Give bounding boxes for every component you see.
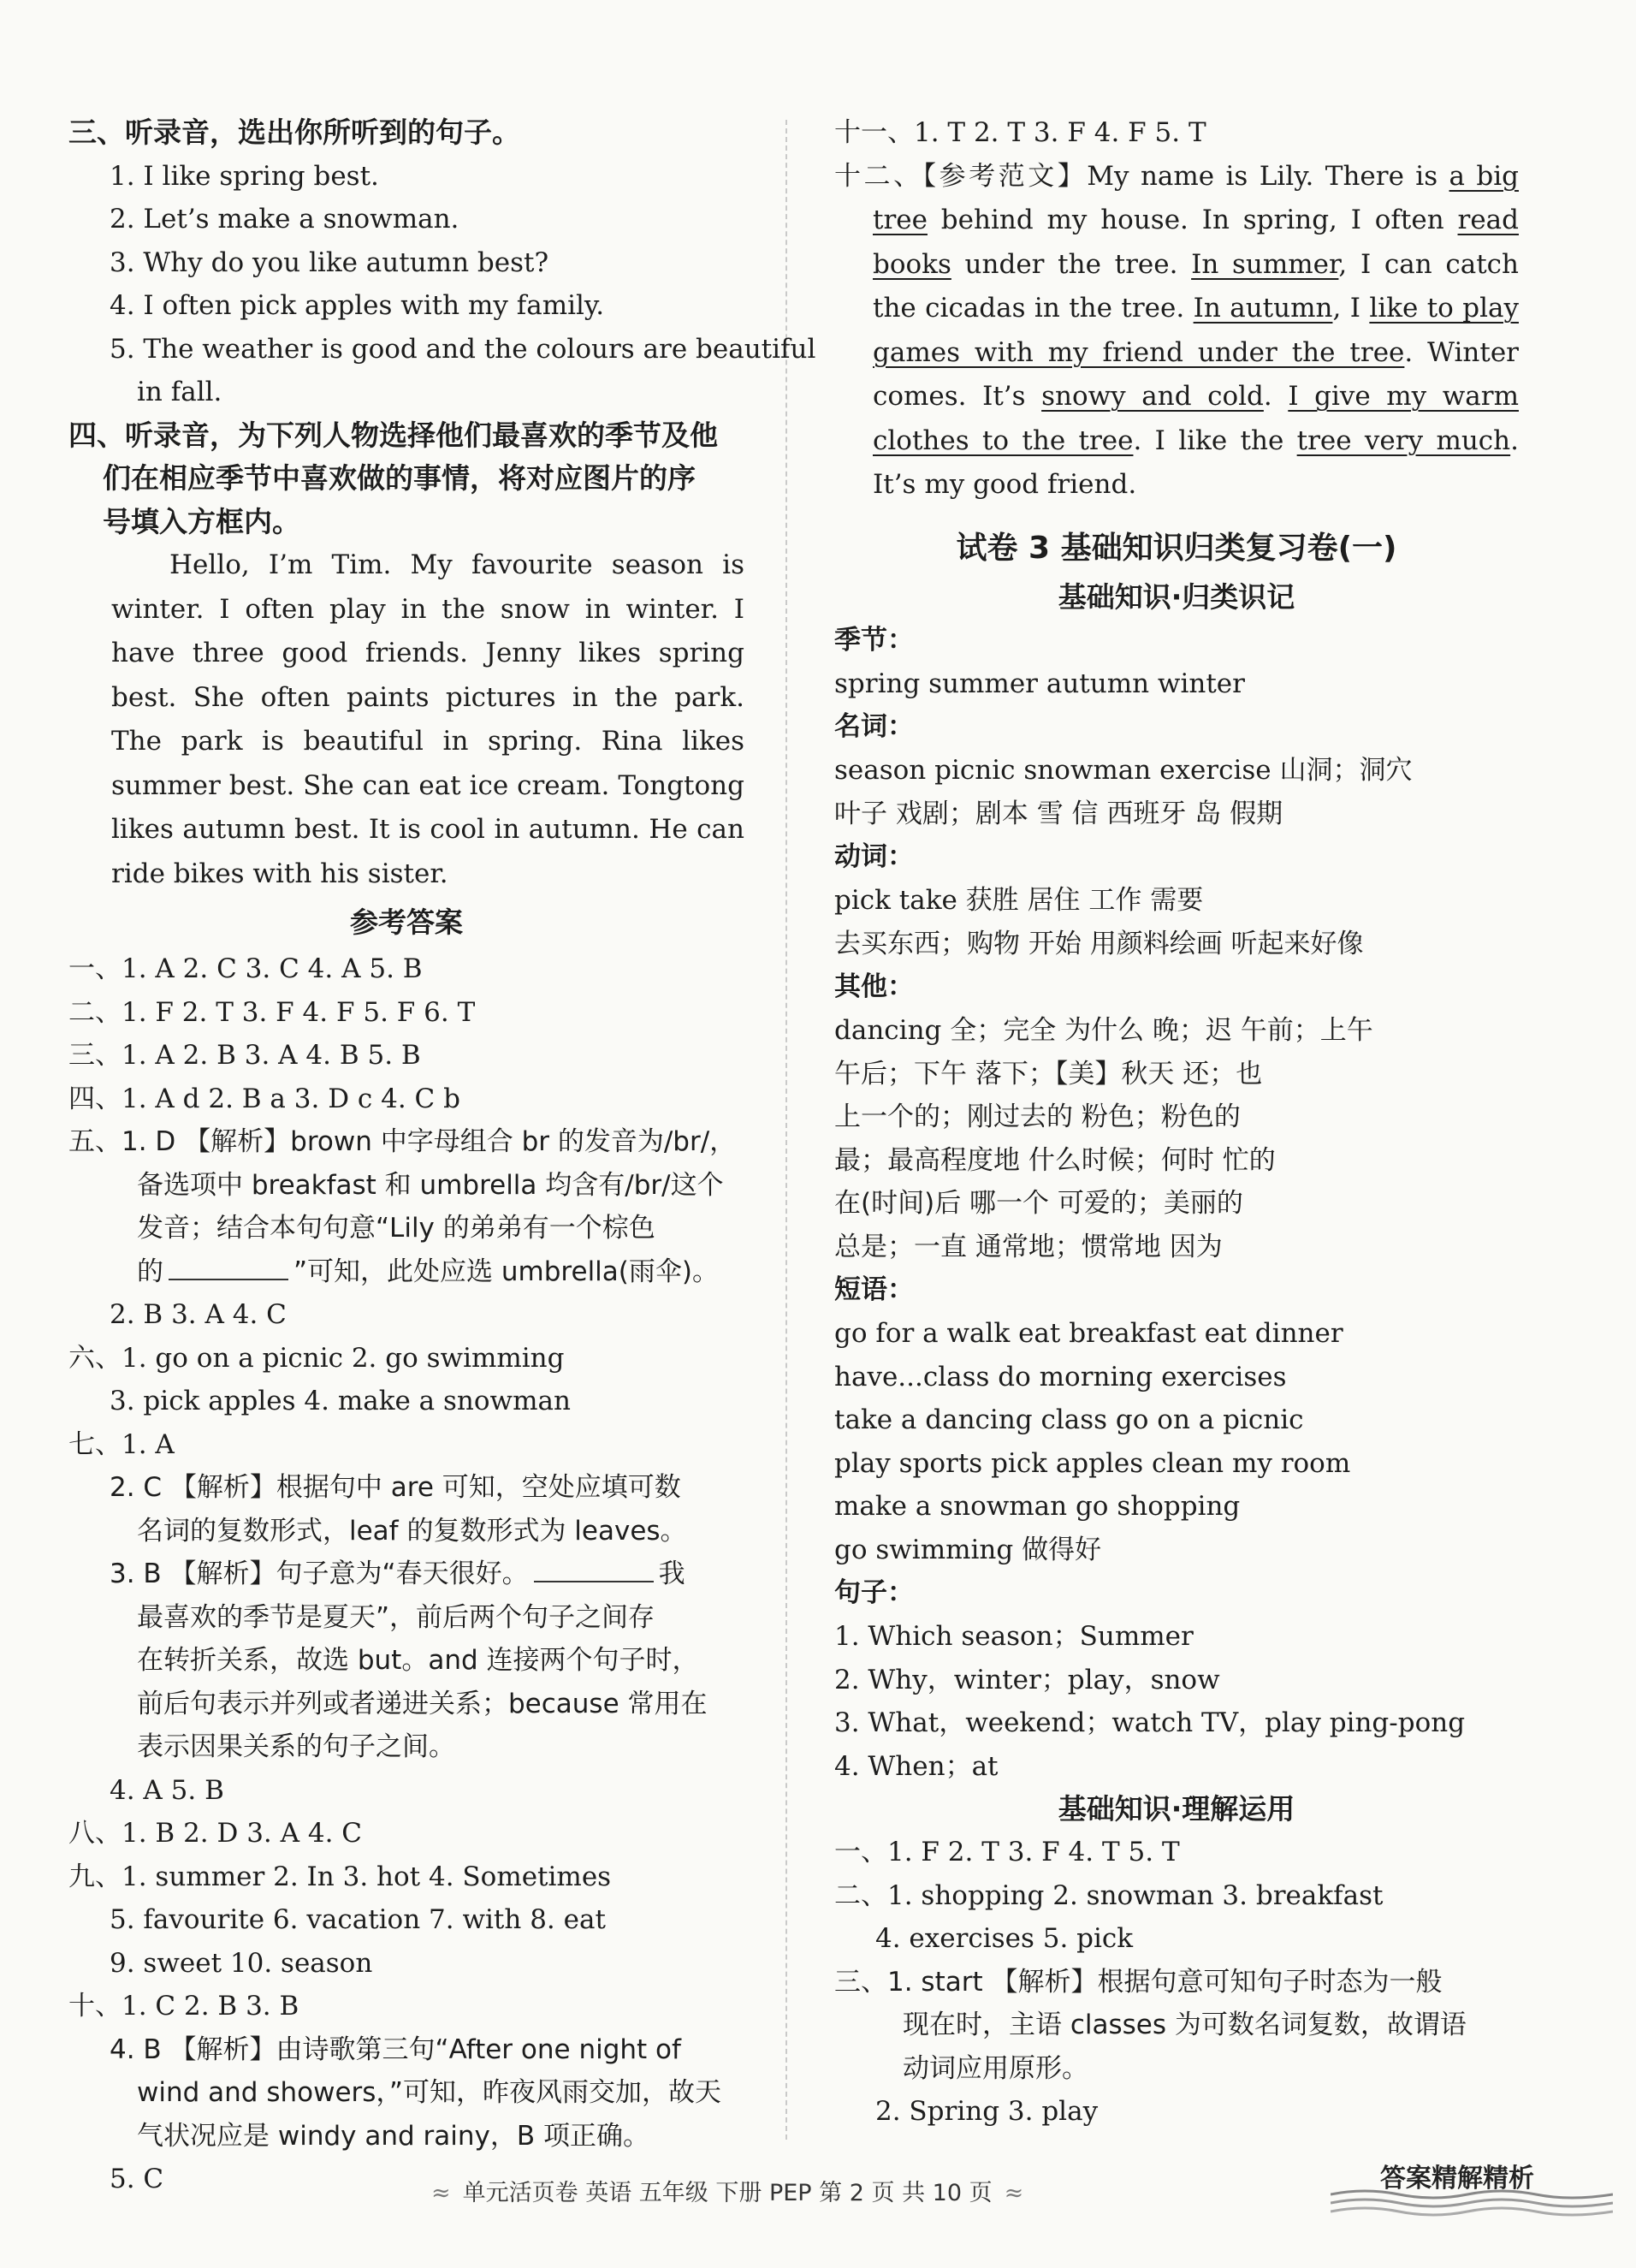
essay-underlined: In autumn <box>1193 293 1333 324</box>
essay-underlined: like to play games with my friend under the tree <box>873 293 1519 368</box>
verbs-label: 动词： <box>834 841 914 872</box>
phrases-l6: go swimming 做得好 <box>834 1534 1102 1565</box>
answer-7-3-l1b: 我 <box>658 1559 685 1589</box>
answer-5-l1: 五、1. D 【解析】brown 中字母组合 br 的发音为/br/， <box>68 1126 737 1157</box>
sec3-item-5: 5. The weather is good and the colours are beautiful <box>110 333 816 365</box>
essay-underlined: a big tree <box>873 160 1520 235</box>
seasons-list: spring summer autumn winter <box>834 668 1245 699</box>
verbs-l1: pick take 获胜 居住 工作 需要 <box>834 885 1204 916</box>
test-3-title: 试卷 3 基础知识归类复习卷(一) <box>956 530 1397 566</box>
answer-6-l2: 3. pick apples 4. make a snowman <box>110 1386 571 1416</box>
answer-7-rest: 4. A 5. B <box>110 1774 224 1806</box>
answer-7-l1: 七、1. A <box>68 1428 175 1460</box>
essay-text: . It’s my good friend. <box>873 425 1519 500</box>
sec3-item-2: 2. Let’s make a snowman. <box>110 204 459 235</box>
answer-6-l1: 六、1. go on a picnic 2. go swimming <box>68 1342 565 1374</box>
footer-info: 单元活页卷 英语 五年级 下册 PEP 第 2 页 共 10 页 <box>462 2180 993 2206</box>
answer-5-l3: 发音；结合本句句意“Lily 的弟弟有一个棕色 <box>137 1213 655 1244</box>
wave-left-icon: ≈ <box>431 2180 451 2206</box>
answer-10-rest: 5. C <box>110 2164 164 2194</box>
phrases-l4: play sports pick apples clean my room <box>834 1447 1351 1479</box>
answer-5-l2: 备选项中 breakfast 和 umbrella 均含有/br/这个 <box>137 1169 724 1201</box>
sentence-2: 2. Why，winter；play，snow <box>834 1664 1220 1695</box>
answer-4: 四、1. A d 2. B a 3. D c 4. C b <box>68 1083 460 1114</box>
others-l2: 午后；下午 落下；【美】秋天 还；也 <box>834 1058 1263 1089</box>
sec3-item-3: 3. Why do you like autumn best? <box>110 246 549 278</box>
answer-7-3-l5: 表示因果关系的句子之间。 <box>137 1731 455 1762</box>
answer-7-3-l3: 在转折关系，故选 but。and 连接两个句子时， <box>137 1645 699 1676</box>
answer-3: 三、1. A 2. B 3. A 4. B 5. B <box>68 1040 421 1071</box>
nouns-l1: season picnic snowman exercise 山洞；洞穴 <box>834 755 1413 786</box>
essay-text: , I <box>1332 293 1370 324</box>
b-answer-2-l2: 4. exercises 5. pick <box>875 1923 1134 1954</box>
answer-10-l1: 十、1. C 2. B 3. B <box>68 1991 299 2022</box>
answers-title: 参考答案 <box>350 905 463 939</box>
essay-text: My name is Lily. There is <box>1087 160 1449 192</box>
others-label: 其他： <box>834 971 914 1002</box>
nouns-label: 名词： <box>834 711 914 742</box>
brand-logo <box>1331 2157 1613 2225</box>
phrases-l3: take a dancing class go on a picnic <box>834 1404 1304 1435</box>
verbs-l2: 去买东西；购物 开始 用颜料绘画 听起来好像 <box>834 928 1364 959</box>
essay-underlined: I give my warm clothes to the tree <box>873 381 1519 456</box>
section-4-title-l1: 四、听录音，为下列人物选择他们最喜欢的季节及他 <box>68 418 718 452</box>
sentence-4: 4. When；at <box>834 1750 999 1782</box>
column-divider <box>785 120 787 2140</box>
answer-5-l4 <box>68 1250 744 1294</box>
b-answer-3-l3: 动词应用原形。 <box>903 2052 1088 2084</box>
essay-text: behind my house. In spring, I often <box>927 205 1458 235</box>
wave-right-icon: ≈ <box>1004 2180 1024 2206</box>
sec3-item-1: 1. I like spring best. <box>110 160 379 192</box>
others-l5: 在(时间)后 哪一个 可爱的；美丽的 <box>834 1188 1243 1219</box>
model-essay-label: 十二、【参考范文】 <box>834 160 1088 192</box>
sec4-passage: Hello, I’m Tim. My favourite season is winter. I often play in the snow in winter. I have three good friends. Jenny likes spring best. She often paints pictures in the park. The park is beautiful in spring. Rina likes summer best. She can eat ice cream. Tongtong likes autumn best. It is cool in autumn. He can ride bikes with his sister. <box>111 549 744 889</box>
answer-5-rest: 2. B 3. A 4. C <box>110 1299 287 1330</box>
answer-10-4-l1: 4. B 【解析】由诗歌第三句“After one night of <box>110 2033 681 2065</box>
essay-underlined: read books <box>873 205 1519 280</box>
answer-7-2-l1: 2. C 【解析】根据句中 are 可知，空处应填可数 <box>110 1472 681 1503</box>
answer-5-l4a: 的 <box>137 1256 163 1287</box>
right-column <box>834 111 1519 2134</box>
b-answer-1: 一、1. F 2. T 3. F 4. T 5. T <box>834 1837 1180 1867</box>
section-4-title-l3: 号填入方框内。 <box>103 504 300 538</box>
essay-text: . I like the <box>1133 425 1297 456</box>
b-answer-3-rest: 2. Spring 3. play <box>875 2096 1099 2127</box>
fill-blank-2 <box>534 1562 654 1582</box>
sub-title-2: 基础知识·理解运用 <box>1058 1792 1295 1826</box>
b-answer-2-l1: 二、1. shopping 2. snowman 3. breakfast <box>834 1879 1384 1911</box>
answer-9-l1: 九、1. summer 2. In 3. hot 4. Sometimes <box>68 1861 612 1892</box>
b-answer-3-l1: 三、1. start 【解析】根据句意可知句子时态为一般 <box>834 1966 1443 1998</box>
essay-text: . Winter comes. It’s <box>873 336 1519 412</box>
essay-underlined: snowy and cold <box>1041 381 1264 412</box>
sec3-item-4: 4. I often pick apples with my family. <box>110 290 605 321</box>
essay-underlined: tree very much <box>1296 425 1511 456</box>
sentence-3: 3. What，weekend；watch TV，play ping-pong <box>834 1707 1466 1738</box>
others-l3: 上一个的；刚过去的 粉色；粉色的 <box>834 1101 1241 1132</box>
nouns-l2: 叶子 戏剧；剧本 雪 信 西班牙 岛 假期 <box>834 798 1283 829</box>
seasons-label: 季节： <box>834 624 914 656</box>
fill-blank <box>169 1260 288 1280</box>
essay-underlined: In summer <box>1191 248 1339 280</box>
others-l4: 最；最高程度地 什么时候；何时 忙的 <box>834 1144 1276 1176</box>
sentences-label: 句子： <box>834 1577 914 1608</box>
phrases-l5: make a snowman go shopping <box>834 1491 1241 1522</box>
section-4-title-l2: 们在相应季节中喜欢做的事情，将对应图片的序 <box>103 461 696 495</box>
b-answer-3-l2: 现在时，主语 classes 为可数名词复数，故谓语 <box>903 2010 1467 2040</box>
answer-9-l3: 9. sweet 10. season <box>110 1947 373 1979</box>
answer-10-4-l3: 气状况应是 windy and rainy，B 项正确。 <box>137 2120 649 2152</box>
sentence-1: 1. Which season；Summer <box>834 1621 1194 1652</box>
essay-text: . <box>1263 381 1289 412</box>
answer-1: 一、1. A 2. C 3. C 4. A 5. B <box>68 953 423 984</box>
footer-text-row <box>419 2174 1035 2207</box>
model-essay <box>834 155 1519 508</box>
answer-8: 八、1. B 2. D 3. A 4. C <box>68 1818 363 1849</box>
answer-7-3-l1a: 3. B 【解析】句子意为“春天很好。 <box>110 1559 529 1589</box>
answer-7-3-l4: 前后句表示并列或者递进关系；because 常用在 <box>137 1688 708 1719</box>
essay-text: under the tree. <box>951 248 1192 280</box>
answer-11: 十一、1. T 2. T 3. F 4. F 5. T <box>834 117 1206 148</box>
sub-title-1: 基础知识·归类识记 <box>1058 579 1295 614</box>
brand-text: 答案精解精析 <box>1380 2164 1534 2194</box>
brand-wave-icon <box>1331 2188 1613 2222</box>
section-3-title: 三、听录音，选出你所听到的句子。 <box>68 116 520 149</box>
answer-7-3-l2: 最喜欢的季节是夏天”，前后两个句子之间存 <box>137 1601 655 1633</box>
answer-9-l2: 5. favourite 6. vacation 7. with 8. eat <box>110 1904 606 1935</box>
sec3-item-5-cont: in fall. <box>137 377 222 407</box>
phrases-l2: have...class do morning exercises <box>834 1361 1287 1392</box>
phrases-l1: go for a walk eat breakfast eat dinner <box>834 1318 1343 1349</box>
essay-text: , I can catch the cicadas in the tree. <box>873 248 1519 324</box>
answer-7-3-l1 <box>68 1553 744 1596</box>
answer-10-4-l2: wind and showers，”可知，昨夜风雨交加，故天 <box>137 2077 721 2108</box>
phrases-label: 短语： <box>834 1274 914 1305</box>
others-l6: 总是；一直 通常地；惯常地 因为 <box>834 1231 1223 1262</box>
answer-2: 二、1. F 2. T 3. F 4. F 5. F 6. T <box>68 996 476 1028</box>
answer-7-2-l2: 名词的复数形式，leaf 的复数形式为 leaves。 <box>137 1515 687 1547</box>
others-l1: dancing 全；完全 为什么 晚；迟 午前；上午 <box>834 1015 1373 1046</box>
answer-5-l4b: ”可知，此处应选 umbrella(雨伞)。 <box>293 1256 719 1287</box>
